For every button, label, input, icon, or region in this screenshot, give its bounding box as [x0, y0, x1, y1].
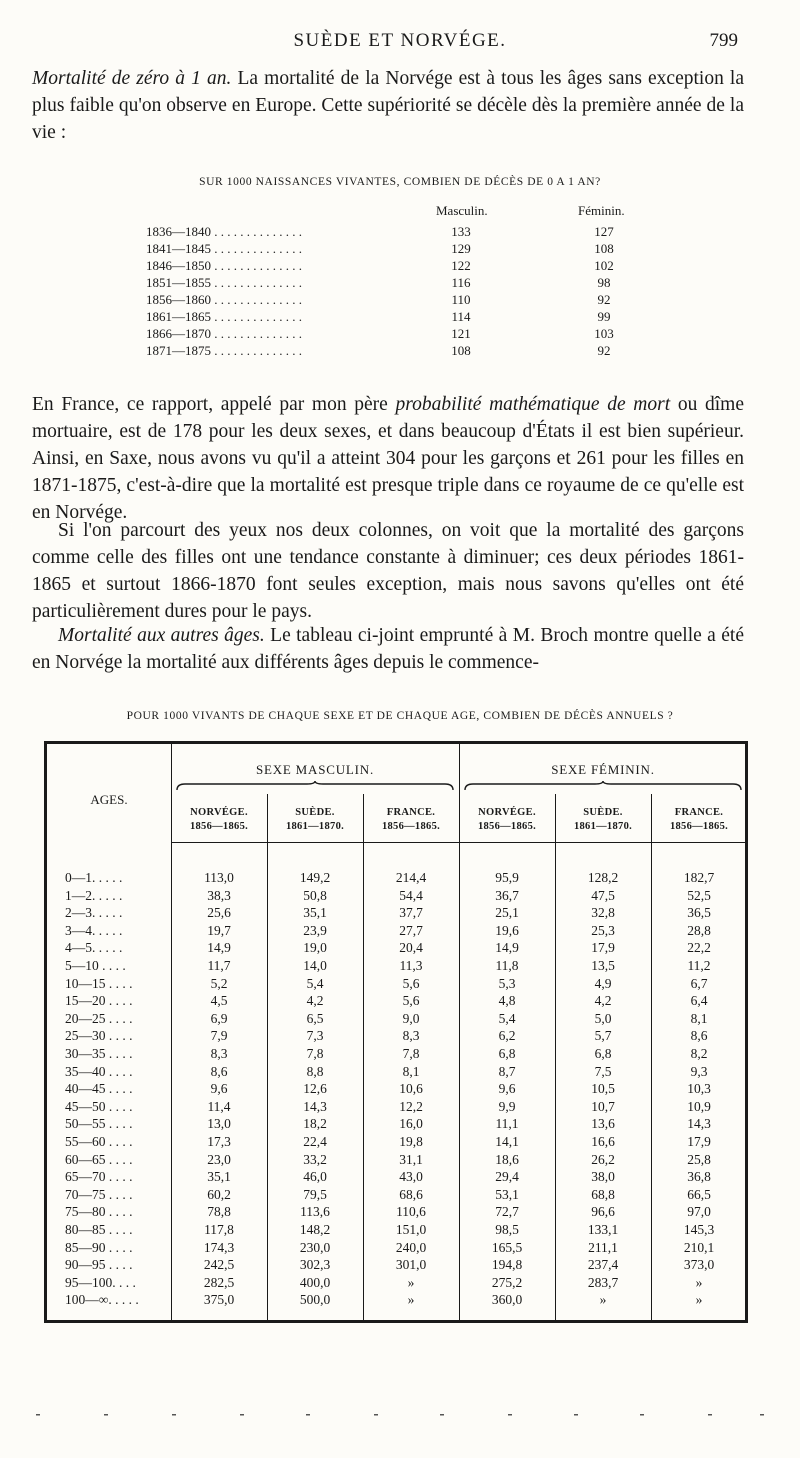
value-cell: 5,6 [402, 975, 420, 991]
big-table-caption: POUR 1000 VIVANTS DE CHAQUE SEXE ET DE CHAQUE AGE, COMBIEN DE DÉCÈS ANNUELS ? [126, 710, 674, 722]
value-cell: 46,0 [303, 1169, 327, 1185]
column-header-feminin: Féminin. [578, 203, 625, 218]
age-cell: 3—4. . . . . [65, 922, 123, 938]
value-cell: 6,4 [690, 993, 708, 1009]
age-cell: 70—75 . . . . [65, 1186, 133, 1202]
column-country: NORVÉGE. [478, 807, 536, 818]
section-lead: Mortalité aux autres âges. [58, 625, 265, 646]
value-cell: 302,3 [299, 1257, 331, 1273]
value-cell: 14,3 [687, 1116, 711, 1132]
value-cell: 282,5 [203, 1274, 235, 1290]
table-row [146, 275, 666, 292]
value-cell: » [695, 1292, 703, 1308]
column-header [267, 806, 363, 834]
value-cell: 500,0 [299, 1292, 331, 1308]
age-cell: 50—55 . . . . [65, 1116, 133, 1132]
value-cell: 8,6 [690, 1028, 708, 1044]
value-cell: 25,6 [207, 905, 231, 921]
value-cell: 11,4 [207, 1098, 231, 1114]
period-cell: 1856—1860 . . . . . . . . . . . . . . [146, 292, 302, 307]
value-cell: 373,0 [683, 1257, 715, 1273]
value-cell: 8,6 [210, 1063, 228, 1079]
table-row [47, 1275, 747, 1292]
value-cell: 22,4 [303, 1134, 327, 1149]
value-cell: 210,1 [683, 1239, 715, 1255]
value-cell: 9,3 [690, 1063, 708, 1079]
value-cell: 19,0 [303, 940, 327, 956]
column-header [555, 806, 651, 834]
masculin-cell: 108 [451, 343, 471, 358]
column-period: 1856—1865. [189, 821, 249, 832]
value-cell: 47,5 [591, 887, 615, 903]
value-cell: 68,8 [591, 1186, 615, 1202]
value-cell: 29,4 [495, 1169, 519, 1185]
value-cell: 17,9 [591, 940, 615, 956]
age-cell: 75—80 . . . . [65, 1204, 133, 1220]
age-cell: 5—10 . . . . [65, 958, 126, 973]
value-cell: 242,5 [203, 1257, 235, 1273]
paragraph-other-ages [32, 622, 744, 676]
table-row [47, 1116, 747, 1133]
table-row [47, 1134, 747, 1151]
value-cell: 25,1 [495, 905, 519, 921]
period-cell: 1871—1875 . . . . . . . . . . . . . . [146, 343, 302, 358]
value-cell: » [407, 1274, 415, 1290]
masculin-cell: 116 [451, 275, 471, 290]
paragraph-text: ou dîme mortuaire, est de 178 pour les deux sexes, et dans beaucoup d'États il est bien supérieur. Ainsi, en Saxe, nous avons vu qu'il a atteint 304 pour les garçons et 261 pour les filles en 1871-1875, c'est-à-dire que la mortalité est presque triple dans ce royaume de ce qu'elle est en Norvége. [32, 394, 744, 523]
masculin-cell: 133 [451, 224, 471, 239]
value-cell: 8,7 [498, 1063, 516, 1079]
running-head [0, 30, 800, 56]
table-row [47, 1064, 747, 1081]
value-cell: 97,0 [687, 1204, 711, 1220]
italic-term: probabilité mathématique de mort [395, 394, 671, 415]
column-header [363, 806, 459, 834]
value-cell: 148,2 [299, 1222, 331, 1237]
value-cell: 182,7 [683, 870, 715, 885]
feminin-cell: 98 [597, 275, 611, 290]
age-cell: 2—3. . . . . [65, 905, 123, 921]
value-cell: 10,3 [687, 1081, 711, 1097]
table-row [146, 309, 666, 326]
value-cell: 14,3 [303, 1098, 327, 1114]
value-cell: 19,7 [207, 922, 231, 938]
feminin-cell: 103 [594, 326, 614, 341]
table-row [47, 1046, 747, 1063]
table-row [47, 1222, 747, 1239]
value-cell: 375,0 [203, 1292, 235, 1308]
age-cell: 100—∞. . . . . [65, 1292, 139, 1308]
value-cell: 4,9 [594, 975, 612, 991]
table-row [47, 1099, 747, 1116]
age-cell: 80—85 . . . . [65, 1222, 133, 1237]
value-cell: 7,9 [210, 1028, 228, 1044]
value-cell: 60,2 [207, 1186, 231, 1202]
value-cell: » [695, 1274, 703, 1290]
value-cell: 194,8 [491, 1257, 523, 1273]
small-table-caption: SUR 1000 NAISSANCES VIVANTES, COMBIEN DE DÉCÈS DE 0 A 1 AN? [199, 176, 601, 188]
value-cell: 9,9 [498, 1098, 516, 1114]
table-row [47, 888, 747, 905]
value-cell: 10,9 [687, 1098, 711, 1114]
value-cell: 4,5 [210, 993, 228, 1009]
value-cell: 17,9 [687, 1134, 711, 1149]
age-cell: 45—50 . . . . [65, 1098, 133, 1114]
feminin-cell: 108 [594, 241, 614, 256]
value-cell: 5,7 [594, 1028, 612, 1044]
value-cell: 17,3 [207, 1134, 231, 1149]
value-cell: 7,3 [306, 1028, 324, 1044]
age-cell: 0—1. . . . . [65, 870, 123, 885]
value-cell: 13,6 [591, 1116, 615, 1132]
column-country: SUÈDE. [583, 807, 623, 818]
value-cell: 5,4 [498, 1010, 516, 1026]
column-header [171, 806, 267, 834]
table-row [146, 241, 666, 258]
table-row [146, 258, 666, 275]
value-cell: 149,2 [299, 870, 331, 885]
value-cell: 9,6 [498, 1081, 516, 1097]
feminin-cell: 92 [597, 292, 611, 307]
value-cell: 66,5 [687, 1186, 711, 1202]
value-cell: 35,1 [303, 905, 327, 921]
value-cell: 8,2 [690, 1046, 708, 1061]
value-cell: 50,8 [303, 887, 327, 903]
value-cell: 10,5 [591, 1081, 615, 1097]
age-cell: 30—35 . . . . [65, 1046, 133, 1061]
value-cell: 32,8 [591, 905, 615, 921]
mortality-by-age-table [44, 741, 748, 1323]
table-row [47, 940, 747, 957]
age-cell: 10—15 . . . . [65, 975, 133, 991]
value-cell: 4,2 [594, 993, 612, 1009]
value-cell: 5,6 [402, 993, 420, 1009]
value-cell: 301,0 [395, 1257, 427, 1273]
value-cell: 165,5 [491, 1239, 523, 1255]
masculin-cell: 121 [451, 326, 471, 341]
value-cell: 19,8 [399, 1134, 423, 1149]
table-row [146, 292, 666, 309]
value-cell: 9,0 [402, 1010, 420, 1026]
value-cell: 98,5 [495, 1222, 519, 1237]
value-cell: 174,3 [203, 1239, 235, 1255]
value-cell: 36,5 [687, 905, 711, 921]
value-cell: 5,3 [498, 975, 516, 991]
feminin-cell: 127 [594, 224, 614, 239]
value-cell: 8,8 [306, 1063, 324, 1079]
table-row [47, 993, 747, 1010]
period-cell: 1851—1855 . . . . . . . . . . . . . . [146, 275, 302, 290]
column-period: 1861—1870. [285, 821, 345, 832]
value-cell: 37,7 [399, 905, 423, 921]
age-cell: 90—95 . . . . [65, 1257, 133, 1273]
table-row [47, 1240, 747, 1257]
value-cell: 11,2 [687, 958, 711, 973]
age-cell: 4—5. . . . . [65, 940, 123, 956]
value-cell: 151,0 [395, 1222, 427, 1237]
feminin-cell: 99 [597, 309, 611, 324]
paragraph-columns: Si l'on parcourt des yeux nos deux colonnes, on voit que la mortalité des garçons comme celle des filles ont une tendance constante à diminuer; ces deux périodes 1861-1865 et surtout 1866-1870 font seules exception, mais nous savons qu'elles ont été particulièrement dures pour le pays. [32, 520, 744, 622]
group-brace [175, 780, 455, 792]
table-row [47, 1187, 747, 1204]
column-period: 1861—1870. [573, 821, 633, 832]
value-cell: 237,4 [587, 1257, 619, 1273]
section-lead: Mortalité de zéro à 1 an. [32, 68, 232, 89]
value-cell: 8,3 [210, 1046, 228, 1061]
ages-header: AGES. [90, 792, 128, 807]
page-bottom-marks [0, 1410, 800, 1420]
age-cell: 55—60 . . . . [65, 1134, 133, 1149]
age-cell: 65—70 . . . . [65, 1169, 133, 1185]
masculin-cell: 114 [451, 309, 471, 324]
value-cell: » [599, 1292, 607, 1308]
age-cell: 15—20 . . . . [65, 993, 133, 1009]
value-cell: 18,6 [495, 1151, 519, 1167]
value-cell: 19,6 [495, 922, 519, 938]
column-country: FRANCE. [386, 807, 436, 818]
value-cell: 128,2 [587, 870, 619, 885]
table-row [47, 958, 747, 975]
table-row [47, 1081, 747, 1098]
column-header [651, 806, 747, 834]
age-cell: 35—40 . . . . [65, 1063, 133, 1079]
value-cell: 7,5 [594, 1063, 612, 1079]
feminin-cell: 92 [597, 343, 611, 358]
table-row [47, 905, 747, 922]
period-cell: 1861—1865 . . . . . . . . . . . . . . [146, 309, 302, 324]
value-cell: 36,8 [687, 1169, 711, 1185]
table-row [47, 976, 747, 993]
value-cell: 95,9 [495, 870, 519, 885]
period-cell: 1866—1870 . . . . . . . . . . . . . . [146, 326, 302, 341]
value-cell: 14,9 [207, 940, 231, 956]
table-row [47, 1028, 747, 1045]
value-cell: » [407, 1292, 415, 1308]
table-row [47, 1292, 747, 1309]
value-cell: 16,0 [399, 1116, 423, 1132]
group-header-masculin: SEXE MASCULIN. [255, 762, 375, 777]
table-row [47, 870, 747, 887]
value-cell: 53,1 [495, 1186, 519, 1202]
paragraph-france [32, 391, 744, 526]
group-brace [463, 780, 743, 792]
value-cell: 38,3 [207, 887, 231, 903]
period-cell: 1846—1850 . . . . . . . . . . . . . . [146, 258, 302, 273]
running-title: SUÈDE ET NORVÉGE. [293, 30, 507, 51]
value-cell: 113,0 [204, 870, 234, 885]
value-cell: 25,3 [591, 922, 615, 938]
page-number: 799 [709, 30, 738, 51]
value-cell: 33,2 [303, 1151, 327, 1167]
value-cell: 275,2 [491, 1274, 523, 1290]
value-cell: 14,1 [495, 1134, 519, 1149]
column-country: SUÈDE. [295, 807, 335, 818]
value-cell: 110,6 [396, 1204, 426, 1220]
value-cell: 11,7 [207, 958, 231, 973]
value-cell: 11,8 [495, 958, 519, 973]
value-cell: 5,0 [594, 1010, 612, 1026]
age-cell: 85—90 . . . . [65, 1239, 133, 1255]
value-cell: 7,8 [306, 1046, 324, 1061]
age-cell: 1—2. . . . . [65, 887, 123, 903]
value-cell: 6,9 [210, 1010, 228, 1026]
column-country: NORVÉGE. [190, 807, 248, 818]
value-cell: 78,8 [207, 1204, 231, 1220]
period-cell: 1836—1840 . . . . . . . . . . . . . . [146, 224, 302, 239]
value-cell: 283,7 [587, 1274, 619, 1290]
value-cell: 133,1 [587, 1222, 619, 1237]
value-cell: 26,2 [591, 1151, 615, 1167]
value-cell: 43,0 [399, 1169, 423, 1185]
value-cell: 12,6 [303, 1081, 327, 1097]
column-period: 1856—1865. [477, 821, 537, 832]
masculin-cell: 110 [451, 292, 471, 307]
value-cell: 13,5 [591, 958, 615, 973]
value-cell: 9,6 [210, 1081, 228, 1097]
value-cell: 96,6 [591, 1204, 615, 1220]
value-cell: 38,0 [591, 1169, 615, 1185]
paragraph-text: La mortalité de la Norvége est à tous les âges sans exception la plus faible qu'on observe en Europe. Cette supériorité se décèle dès la première année de la vie : [32, 68, 745, 143]
value-cell: 36,7 [495, 887, 519, 903]
age-cell: 40—45 . . . . [65, 1081, 133, 1097]
value-cell: 27,7 [399, 922, 423, 938]
column-period: 1856—1865. [381, 821, 441, 832]
value-cell: 25,8 [687, 1151, 711, 1167]
column-header-masculin: Masculin. [436, 203, 488, 218]
value-cell: 14,9 [495, 940, 519, 956]
table-row [146, 326, 666, 343]
value-cell: 23,9 [303, 922, 327, 938]
table-row [146, 343, 666, 360]
paragraph-text: Le tableau ci-joint emprunté à M. Broch montre quelle a été en Norvége la mortalité aux différents âges depuis le commence- [32, 625, 744, 673]
value-cell: 400,0 [299, 1274, 331, 1290]
value-cell: 4,8 [498, 993, 516, 1009]
value-cell: 5,2 [210, 975, 228, 991]
value-cell: 8,3 [402, 1028, 420, 1044]
age-cell: 60—65 . . . . [65, 1151, 133, 1167]
table-row [47, 923, 747, 940]
value-cell: 35,1 [207, 1169, 231, 1185]
age-cell: 25—30 . . . . [65, 1028, 133, 1044]
value-cell: 6,2 [498, 1028, 516, 1044]
value-cell: 16,6 [591, 1134, 615, 1149]
table-row [146, 224, 666, 241]
period-cell: 1841—1845 . . . . . . . . . . . . . . [146, 241, 302, 256]
value-cell: 6,5 [306, 1010, 324, 1026]
column-country: FRANCE. [674, 807, 724, 818]
value-cell: 10,6 [399, 1081, 423, 1097]
table-row [47, 1169, 747, 1186]
masculin-cell: 122 [451, 258, 471, 273]
value-cell: 11,3 [399, 958, 423, 973]
value-cell: 6,8 [498, 1046, 516, 1061]
table-row [47, 1204, 747, 1221]
value-cell: 360,0 [491, 1292, 523, 1308]
value-cell: 8,1 [402, 1063, 420, 1079]
table-row [47, 1257, 747, 1274]
value-cell: 211,1 [588, 1239, 618, 1255]
value-cell: 230,0 [299, 1239, 331, 1255]
age-cell: 20—25 . . . . [65, 1010, 133, 1026]
feminin-cell: 102 [594, 258, 614, 273]
value-cell: 31,1 [399, 1151, 423, 1167]
paragraph-text: En France, ce rapport, appelé par mon père [32, 394, 396, 415]
value-cell: 28,8 [687, 922, 711, 938]
value-cell: 23,0 [207, 1151, 231, 1167]
value-cell: 5,4 [306, 975, 324, 991]
value-cell: 6,8 [594, 1046, 612, 1061]
paragraph-mortality-0-1 [32, 65, 744, 146]
value-cell: 54,4 [399, 887, 423, 903]
value-cell: 72,7 [495, 1204, 519, 1220]
value-cell: 13,0 [207, 1116, 231, 1132]
age-cell: 95—100. . . . [65, 1274, 136, 1290]
value-cell: 14,0 [303, 958, 327, 973]
value-cell: 20,4 [399, 940, 423, 956]
value-cell: 6,7 [690, 975, 708, 991]
value-cell: 10,7 [591, 1098, 615, 1114]
value-cell: 214,4 [395, 870, 427, 885]
value-cell: 68,6 [399, 1186, 423, 1202]
value-cell: 22,2 [687, 940, 711, 956]
table-row [47, 1011, 747, 1028]
masculin-cell: 129 [451, 241, 471, 256]
value-cell: 79,5 [303, 1186, 327, 1202]
column-header [459, 806, 555, 834]
value-cell: 117,8 [204, 1222, 234, 1237]
value-cell: 145,3 [683, 1222, 715, 1237]
value-cell: 4,2 [306, 993, 324, 1009]
value-cell: 240,0 [395, 1239, 427, 1255]
value-cell: 8,1 [690, 1010, 708, 1026]
value-cell: 52,5 [687, 887, 711, 903]
value-cell: 11,1 [495, 1116, 519, 1132]
value-cell: 113,6 [300, 1204, 330, 1220]
value-cell: 12,2 [399, 1098, 423, 1114]
group-header-feminin: SEXE FÉMININ. [551, 762, 655, 777]
table-row [47, 1152, 747, 1169]
value-cell: 7,8 [402, 1046, 420, 1061]
column-period: 1856—1865. [669, 821, 729, 832]
value-cell: 18,2 [303, 1116, 327, 1132]
header-rule [171, 842, 747, 843]
